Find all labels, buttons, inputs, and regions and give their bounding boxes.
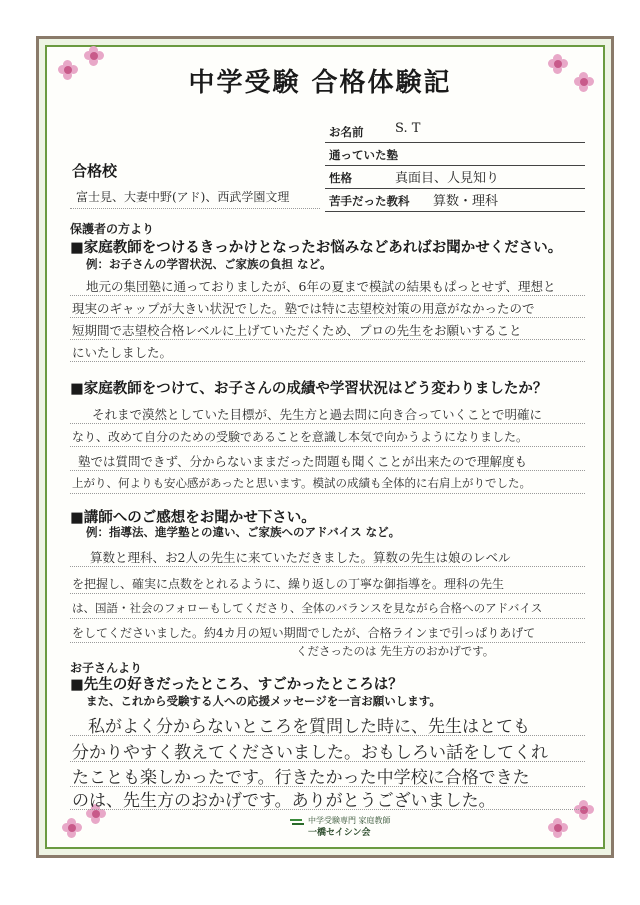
name-row [325,120,585,143]
divider [70,317,585,318]
name-label: お名前 [329,125,364,139]
answer-3-line: を把握し、確実に点数をとれるように、繰り返しの丁寧な御指導を。理科の先生 [72,577,505,591]
answer-4-line: 分かりやすく教えてくださいました。おもしろい話をしてくれ [72,743,548,763]
answer-3-line: 算数と理科、お2人の先生に来ていただきました。算数の先生は娘のレベル [90,550,511,565]
weak-subject-value: 算数・理科 [433,194,499,209]
question-1-example: 例：お子さんの学習状況、ご家族の負担 など。 [86,257,332,271]
flower-icon [574,800,594,820]
divider [70,618,585,619]
child-heading: お子さんより [70,661,143,675]
divider [70,761,585,762]
answer-1-line: 地元の集団塾に通っておりましたが、6年の夏まで模試の結果もぱっとせず、理想と [86,279,556,294]
answer-1-line: 現実のギャップが大きい状況でした。塾では特に志望校対策の用意がなかったので [72,301,535,316]
answer-3-line: をしてくださいました。約4カ月の短い期間でしたが、合格ラインまで引っぱりあげて [72,626,536,640]
logo-mark-icon [290,817,304,827]
divider [70,446,585,447]
divider [70,470,585,471]
divider [70,735,585,736]
divider [70,339,585,340]
question-1-heading: ■家庭教師をつけるきっかけとなったお悩みなどあればお聞かせください。 [70,240,563,256]
answer-2-line: それまで漠然としていた目標が、先生方と過去問に向き合っていくことで明確に [92,407,543,422]
answer-2-line: 塾では質問できず、分からないままだった問題も聞くことが出来たので理解度も [78,454,528,469]
divider [70,295,585,296]
personality-row [325,166,585,189]
answer-1-line: にいたしました。 [72,345,173,360]
passed-school-label: 合格校 [72,162,118,180]
personality-value: 真面目、人見知り [395,171,500,186]
name-value: S. T [395,121,421,136]
passed-school-value: 富士見、大妻中野(アド)、西武学園文理 [76,190,290,204]
answer-2-line: 上がり、何よりも安心感があったと思います。模試の成績も全体的に右肩上がりでした。 [72,476,531,490]
parents-heading: 保護者の方より [70,222,155,236]
answer-2-line: なり、改めて自分のための受験であることを意識し本気で向かうようになりました。 [72,430,529,444]
school-label: 通っていた塾 [329,148,398,162]
flower-icon [62,818,82,838]
logo-tagline: 中学受験専門 家庭教師 [308,816,391,825]
divider [70,208,320,209]
flower-icon [548,818,568,838]
logo-name: 一橋セイシン会 [308,828,371,838]
answer-1-line: 短期間で志望校合格レベルに上げていただくため、プロの先生をお願いすること [72,323,522,338]
answer-3-line: は、国語・社会のフォローもしてくださり、全体のバランスを見ながら合格へのアドバイス [72,601,543,615]
divider [70,361,585,362]
answer-3-line: くださったのは 先生方のおかげです。 [296,644,495,658]
answer-4-line: 私がよく分からないところを質問した時に、先生はとても [88,717,530,737]
divider [70,493,585,494]
personality-label: 性格 [329,171,352,185]
divider [70,566,585,567]
divider [70,593,585,594]
weak-subject-row [325,189,585,212]
weak-subject-label: 苦手だった教科 [329,194,410,208]
question-2-heading: ■家庭教師をつけて、お子さんの成績や学習状況はどう変わりましたか？ [70,381,548,397]
answer-4-line: のは、先生方のおかげです。ありがとうございました。 [72,791,496,811]
question-3-heading: ■講師へのご感想をお聞かせ下さい。 [70,510,316,526]
school-row [325,143,585,166]
page-title: 中学受験 合格体験記 [188,68,452,98]
divider [70,423,585,424]
question-4-example: また、これから受験する人への応援メッセージを一言お願いします。 [86,694,441,708]
question-4-heading: ■先生の好きだったところ、すごかったところは？ [70,677,403,693]
divider [70,809,585,810]
answer-4-line: たことも楽しかったです。行きたかった中学校に合格できた [72,768,530,788]
question-3-example: 例：指導法、進学塾との違い、ご家族へのアドバイス など。 [86,525,401,539]
